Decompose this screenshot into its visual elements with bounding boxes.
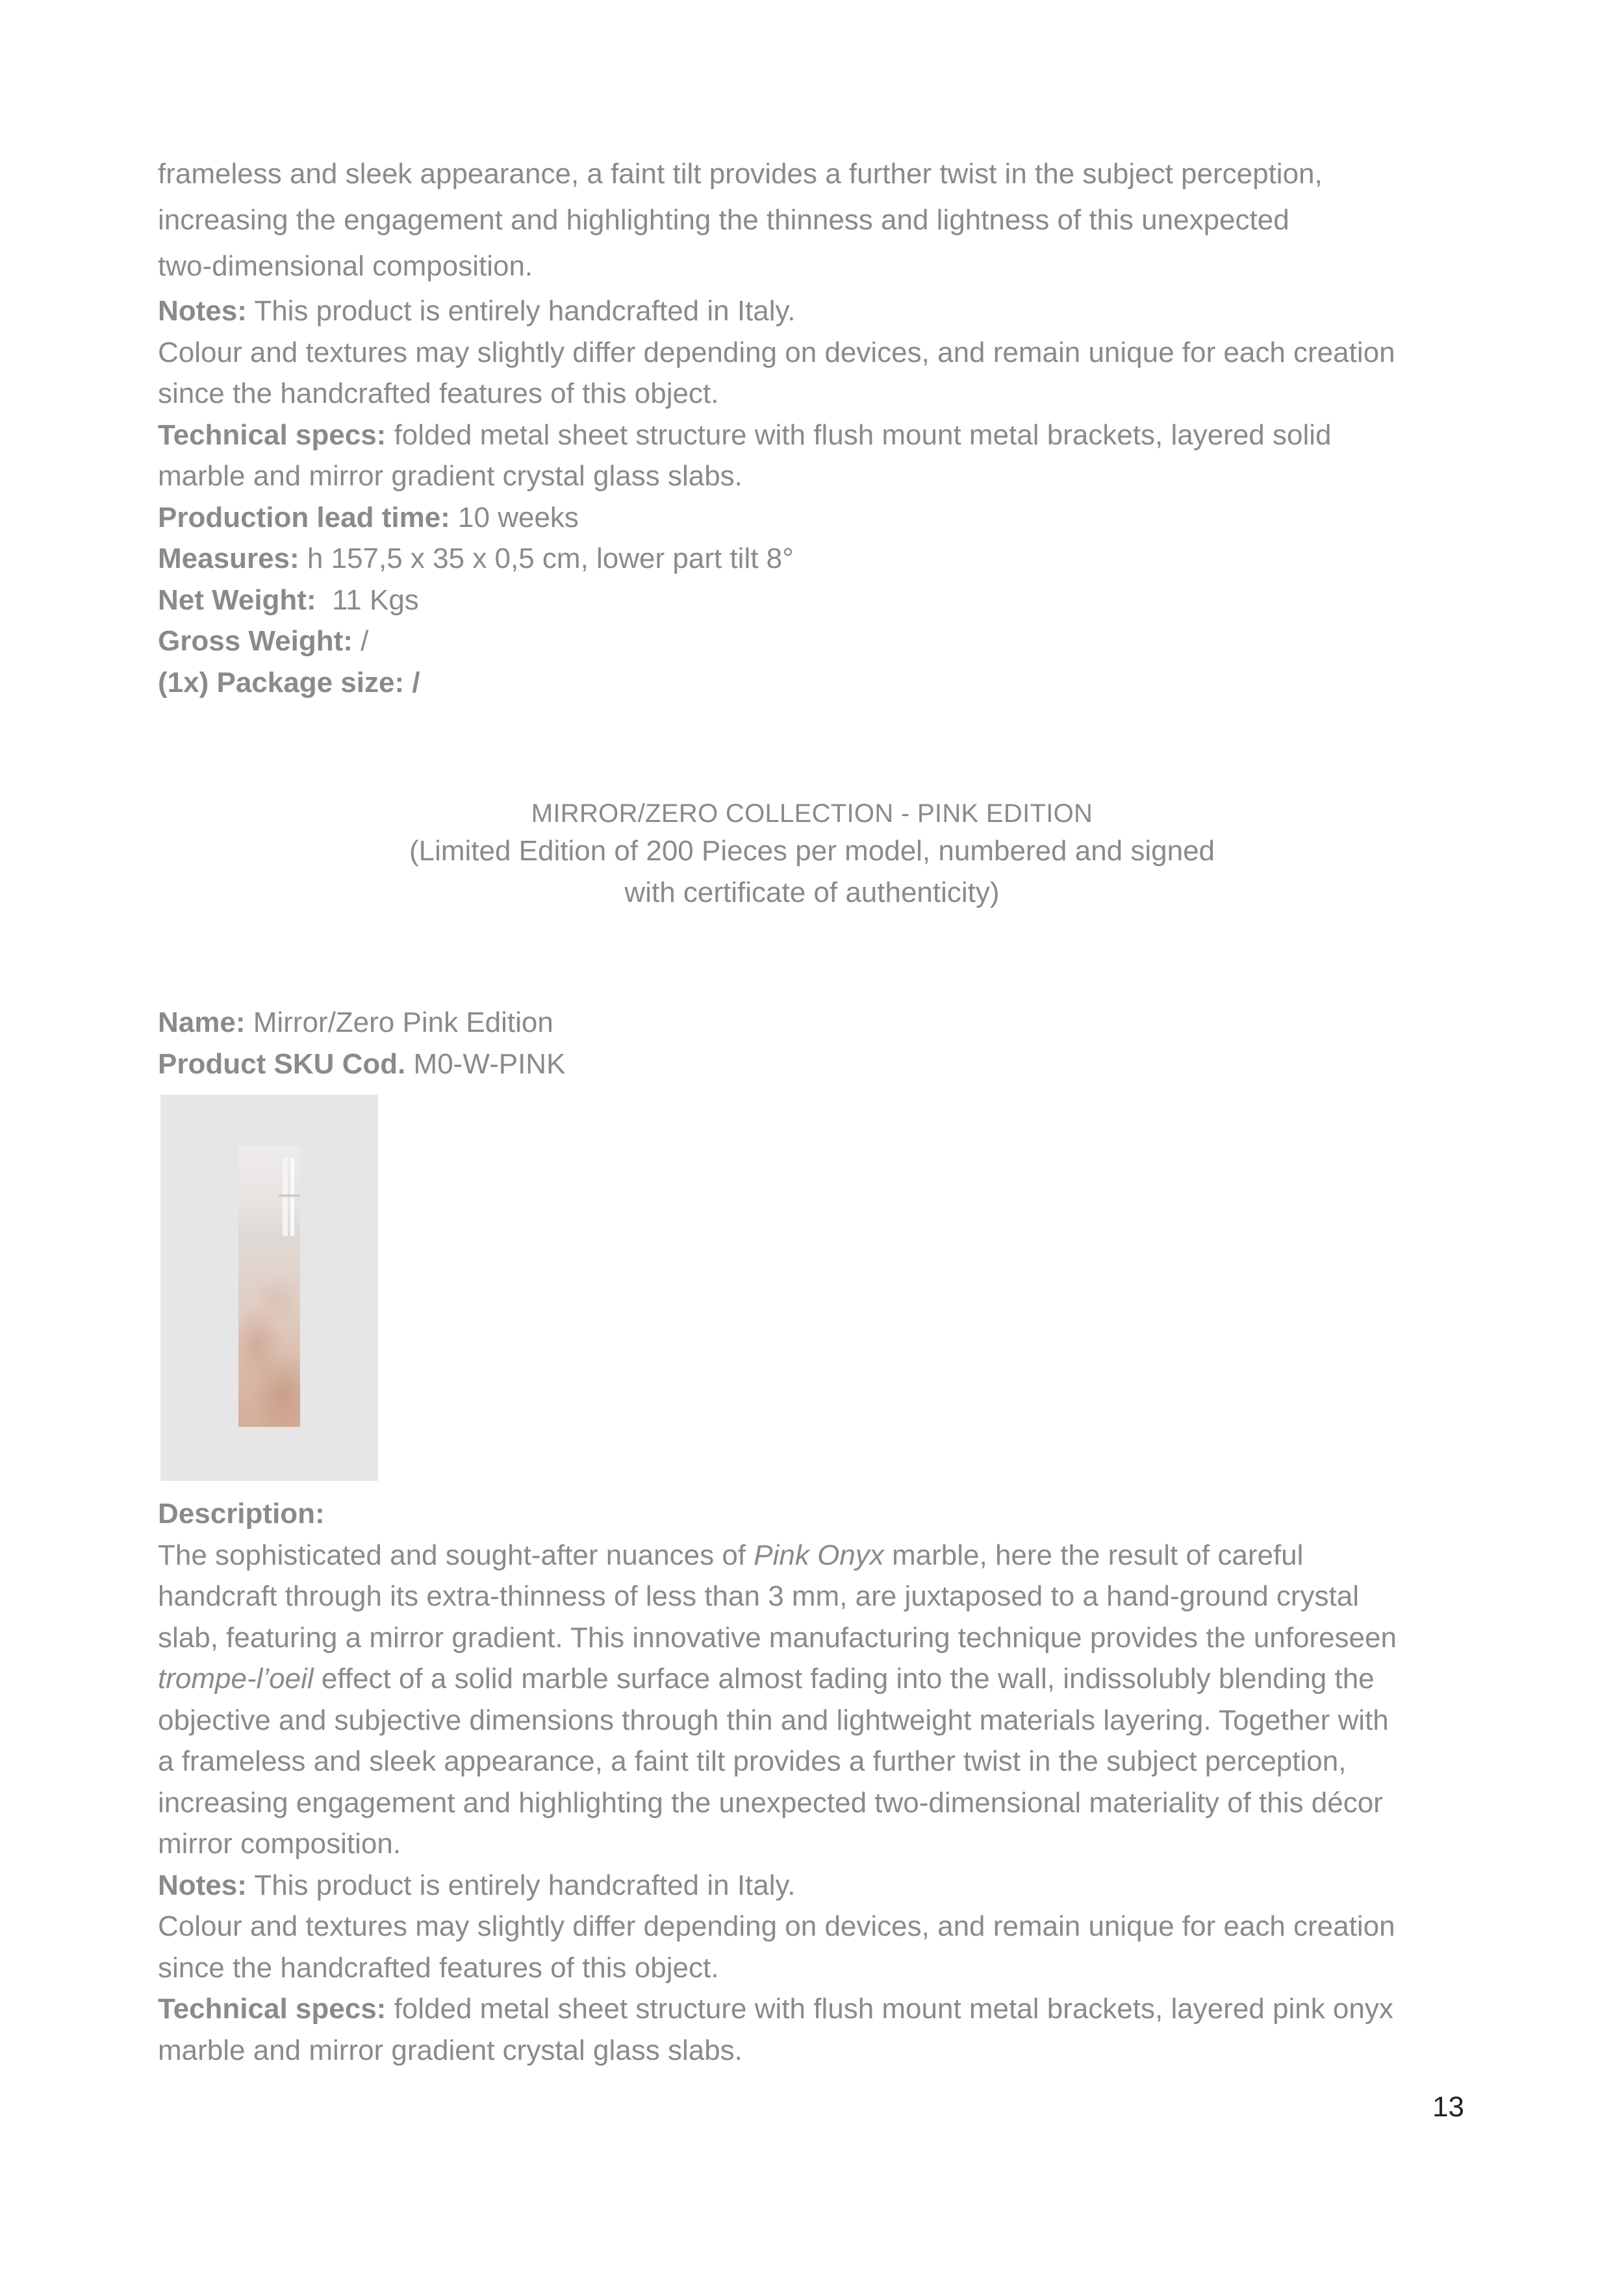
top-specs [158, 290, 1483, 703]
notes-line [158, 290, 1483, 332]
net-weight-value: 11 Kgs [316, 583, 419, 616]
text-segment: The sophisticated and sought-after nuances of [158, 1539, 754, 1571]
text-line: Colour and textures may slightly differ depending on devices, and remain unique for each creation [158, 1910, 1395, 1942]
text-line: marble and mirror gradient crystal glass slabs. [158, 460, 742, 492]
gross-weight-label: Gross Weight: [158, 625, 353, 657]
product-name-value: Mirror/Zero Pink Edition [245, 1006, 553, 1038]
tech-specs-line [158, 1988, 1483, 2030]
tech-specs-text: folded metal sheet structure with flush mount metal brackets, layered solid [386, 418, 1332, 451]
lead-time-value: 10 weeks [450, 501, 579, 533]
product-name-label: Name: [158, 1006, 246, 1038]
text-line: marble and mirror gradient crystal glass slabs. [158, 2034, 742, 2066]
window-rail-reflection [279, 1194, 300, 1197]
lead-time-line [158, 497, 1483, 539]
text-line: Colour and textures may slightly differ depending on devices, and remain unique for each creation [158, 336, 1395, 368]
product-sku-value: M0-W-PINK [405, 1047, 566, 1080]
text-line: handcraft through its extra-thinness of less than 3 mm, are juxtaposed to a hand-ground crystal [158, 1580, 1360, 1612]
text-line: since the handcrafted features of this object. [158, 378, 719, 409]
mirror-reflection-segment [238, 1146, 300, 1241]
text-line: mirror composition. [158, 1828, 401, 1860]
measures-value: h 157,5 x 35 x 0,5 cm, lower part tilt 8° [299, 543, 794, 574]
text-line [158, 1658, 1483, 1700]
pink-onyx-marble-segment [238, 1241, 300, 1427]
net-weight-label: Net Weight: [158, 583, 316, 616]
top-description [158, 151, 1483, 289]
text-line: slab, featuring a mirror gradient. This innovative manufacturing technique provides the unforeseen [158, 1621, 1397, 1654]
product-name-line [158, 1002, 1483, 1044]
text-segment: marble, here the result of careful [883, 1539, 1304, 1571]
italic-text-segment: Pink Onyx [754, 1539, 884, 1571]
notes-label: Notes: [158, 295, 247, 327]
text-segment: effect of a solid marble surface almost fading into the wall, indissolubly blending the [313, 1663, 1375, 1695]
text-line: increasing engagement and highlighting the unexpected two-dimensional materiality of this décor [158, 1786, 1383, 1819]
product-sku-line [158, 1044, 1483, 1085]
product-header [158, 1002, 1483, 1084]
notes-text: This product is entirely handcrafted in Italy. [246, 295, 796, 327]
product-description [158, 1493, 1483, 2071]
text-line: two-dimensional composition. [158, 250, 533, 282]
window-frame-reflection [290, 1158, 294, 1236]
tech-specs-label: Technical specs: [158, 1993, 387, 2025]
text-line [158, 1535, 1483, 1576]
package-size-line [158, 662, 1483, 704]
italic-text-segment: trompe-l’oeil [158, 1663, 314, 1695]
tech-specs-label: Technical specs: [158, 418, 387, 451]
text-line: frameless and sleek appearance, a faint tilt provides a further twist in the subject perception, [158, 158, 1323, 190]
text-line: increasing the engagement and highlighting the thinness and lightness of this unexpected [158, 204, 1289, 236]
notes-label: Notes: [158, 1869, 247, 1901]
package-size-label: (1x) Package size: / [158, 666, 420, 699]
gross-weight-line [158, 621, 1483, 662]
collection-subtitle-line: (Limited Edition of 200 Pieces per model, numbered and signed [409, 835, 1215, 867]
measures-label: Measures: [158, 543, 299, 574]
text-line: since the handcrafted features of this object. [158, 1951, 719, 1984]
tech-specs-text: folded metal sheet structure with flush mount metal brackets, layered pink onyx [386, 1993, 1393, 2025]
product-image [160, 1095, 378, 1481]
net-weight-line [158, 580, 1483, 621]
collection-subtitle-line: with certificate of authenticity) [624, 877, 1000, 908]
page-number: 13 [1432, 2091, 1464, 2123]
description-label-text: Description: [158, 1498, 325, 1530]
notes-line [158, 1865, 1483, 1906]
description-label [158, 1493, 1483, 1535]
text-line: objective and subjective dimensions through thin and lightweight materials layering. Together with [158, 1704, 1389, 1736]
window-frame-reflection [283, 1158, 288, 1236]
collection-heading: MIRROR/ZERO COLLECTION - PINK EDITION [531, 799, 1093, 828]
notes-text: This product is entirely handcrafted in Italy. [246, 1869, 796, 1901]
text-line: a frameless and sleek appearance, a faint tilt provides a further twist in the subject perception, [158, 1745, 1347, 1777]
measures-line [158, 538, 1483, 580]
lead-time-label: Production lead time: [158, 501, 450, 533]
product-sku-label: Product SKU Cod. [158, 1047, 406, 1080]
gross-weight-value: / [352, 625, 369, 657]
tech-specs-line [158, 415, 1483, 456]
